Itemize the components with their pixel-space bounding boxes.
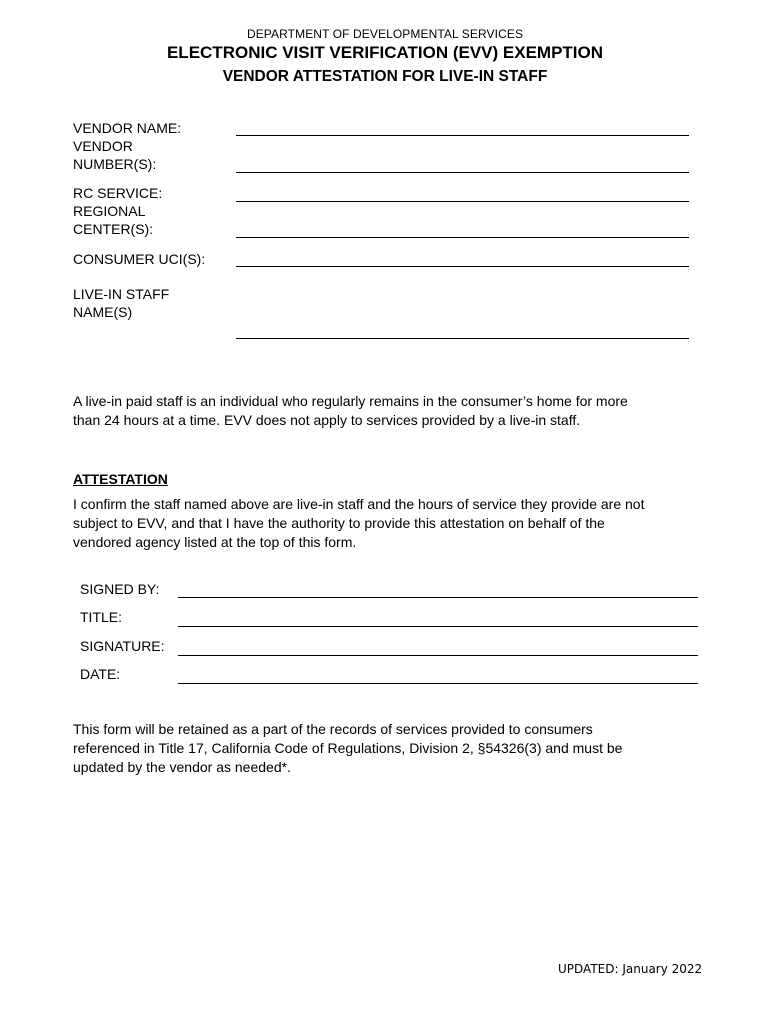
vendor-number-label-line2: NUMBER(S): (73, 156, 157, 172)
attestation-heading: ATTESTATION (73, 471, 168, 487)
regional-center-label-line2: CENTER(S): (73, 221, 154, 237)
attestation-text (73, 495, 703, 552)
updated-date: UPDATED: January 2022 (558, 962, 703, 976)
definition-line2: than 24 hours at a time. EVV does not apply to services provided by a live-in staff. (73, 412, 581, 428)
vendor-number-label-line1: VENDOR (73, 138, 133, 154)
vendor-name-label: VENDOR NAME: (73, 120, 182, 136)
form-title-line1: ELECTRONIC VISIT VERIFICATION (EVV) EXEMPTION (166, 43, 604, 62)
retention-line2: referenced in Title 17, California Code of Regulations, Division 2, §54326(3) and must be (73, 740, 623, 756)
attestation-line1: I confirm the staff named above are live-in staff and the hours of service they provide are not (73, 496, 645, 512)
attestation-line2: subject to EVV, and that I have the authority to provide this attestation on behalf of the (73, 515, 605, 531)
signed-by-field[interactable] (178, 597, 698, 598)
signed-by-label: SIGNED BY: (80, 581, 160, 597)
retention-text (73, 720, 713, 777)
live-in-staff-label-line2: NAME(S) (73, 304, 133, 320)
vendor-name-field[interactable] (236, 135, 689, 136)
title-label: TITLE: (80, 609, 123, 625)
consumer-uci-field[interactable] (236, 266, 689, 267)
form-title-line2: VENDOR ATTESTATION FOR LIVE-IN STAFF (222, 68, 548, 85)
regional-center-label-line1: REGIONAL (73, 203, 146, 219)
retention-line1: This form will be retained as a part of the records of services provided to consumers (73, 721, 593, 737)
vendor-number-field[interactable] (236, 172, 689, 173)
consumer-uci-label: CONSUMER UCI(S): (73, 251, 206, 267)
retention-line3: updated by the vendor as needed*. (73, 759, 291, 775)
signature-field[interactable] (178, 655, 698, 656)
date-field[interactable] (178, 683, 698, 684)
title-field[interactable] (178, 626, 698, 627)
signature-label: SIGNATURE: (80, 638, 165, 654)
department-name: DEPARTMENT OF DEVELOPMENTAL SERVICES (246, 27, 524, 41)
live-in-staff-field[interactable] (236, 338, 689, 339)
attestation-line3: vendored agency listed at the top of this form. (73, 534, 357, 550)
rc-service-field[interactable] (236, 201, 689, 202)
definition-text (73, 392, 703, 430)
rc-service-label: RC SERVICE: (73, 185, 163, 201)
regional-center-field[interactable] (236, 237, 689, 238)
live-in-staff-label-line1: LIVE-IN STAFF (73, 286, 170, 302)
definition-line1: A live-in paid staff is an individual who regularly remains in the consumer’s home for more (73, 393, 628, 409)
date-label: DATE: (80, 666, 121, 682)
